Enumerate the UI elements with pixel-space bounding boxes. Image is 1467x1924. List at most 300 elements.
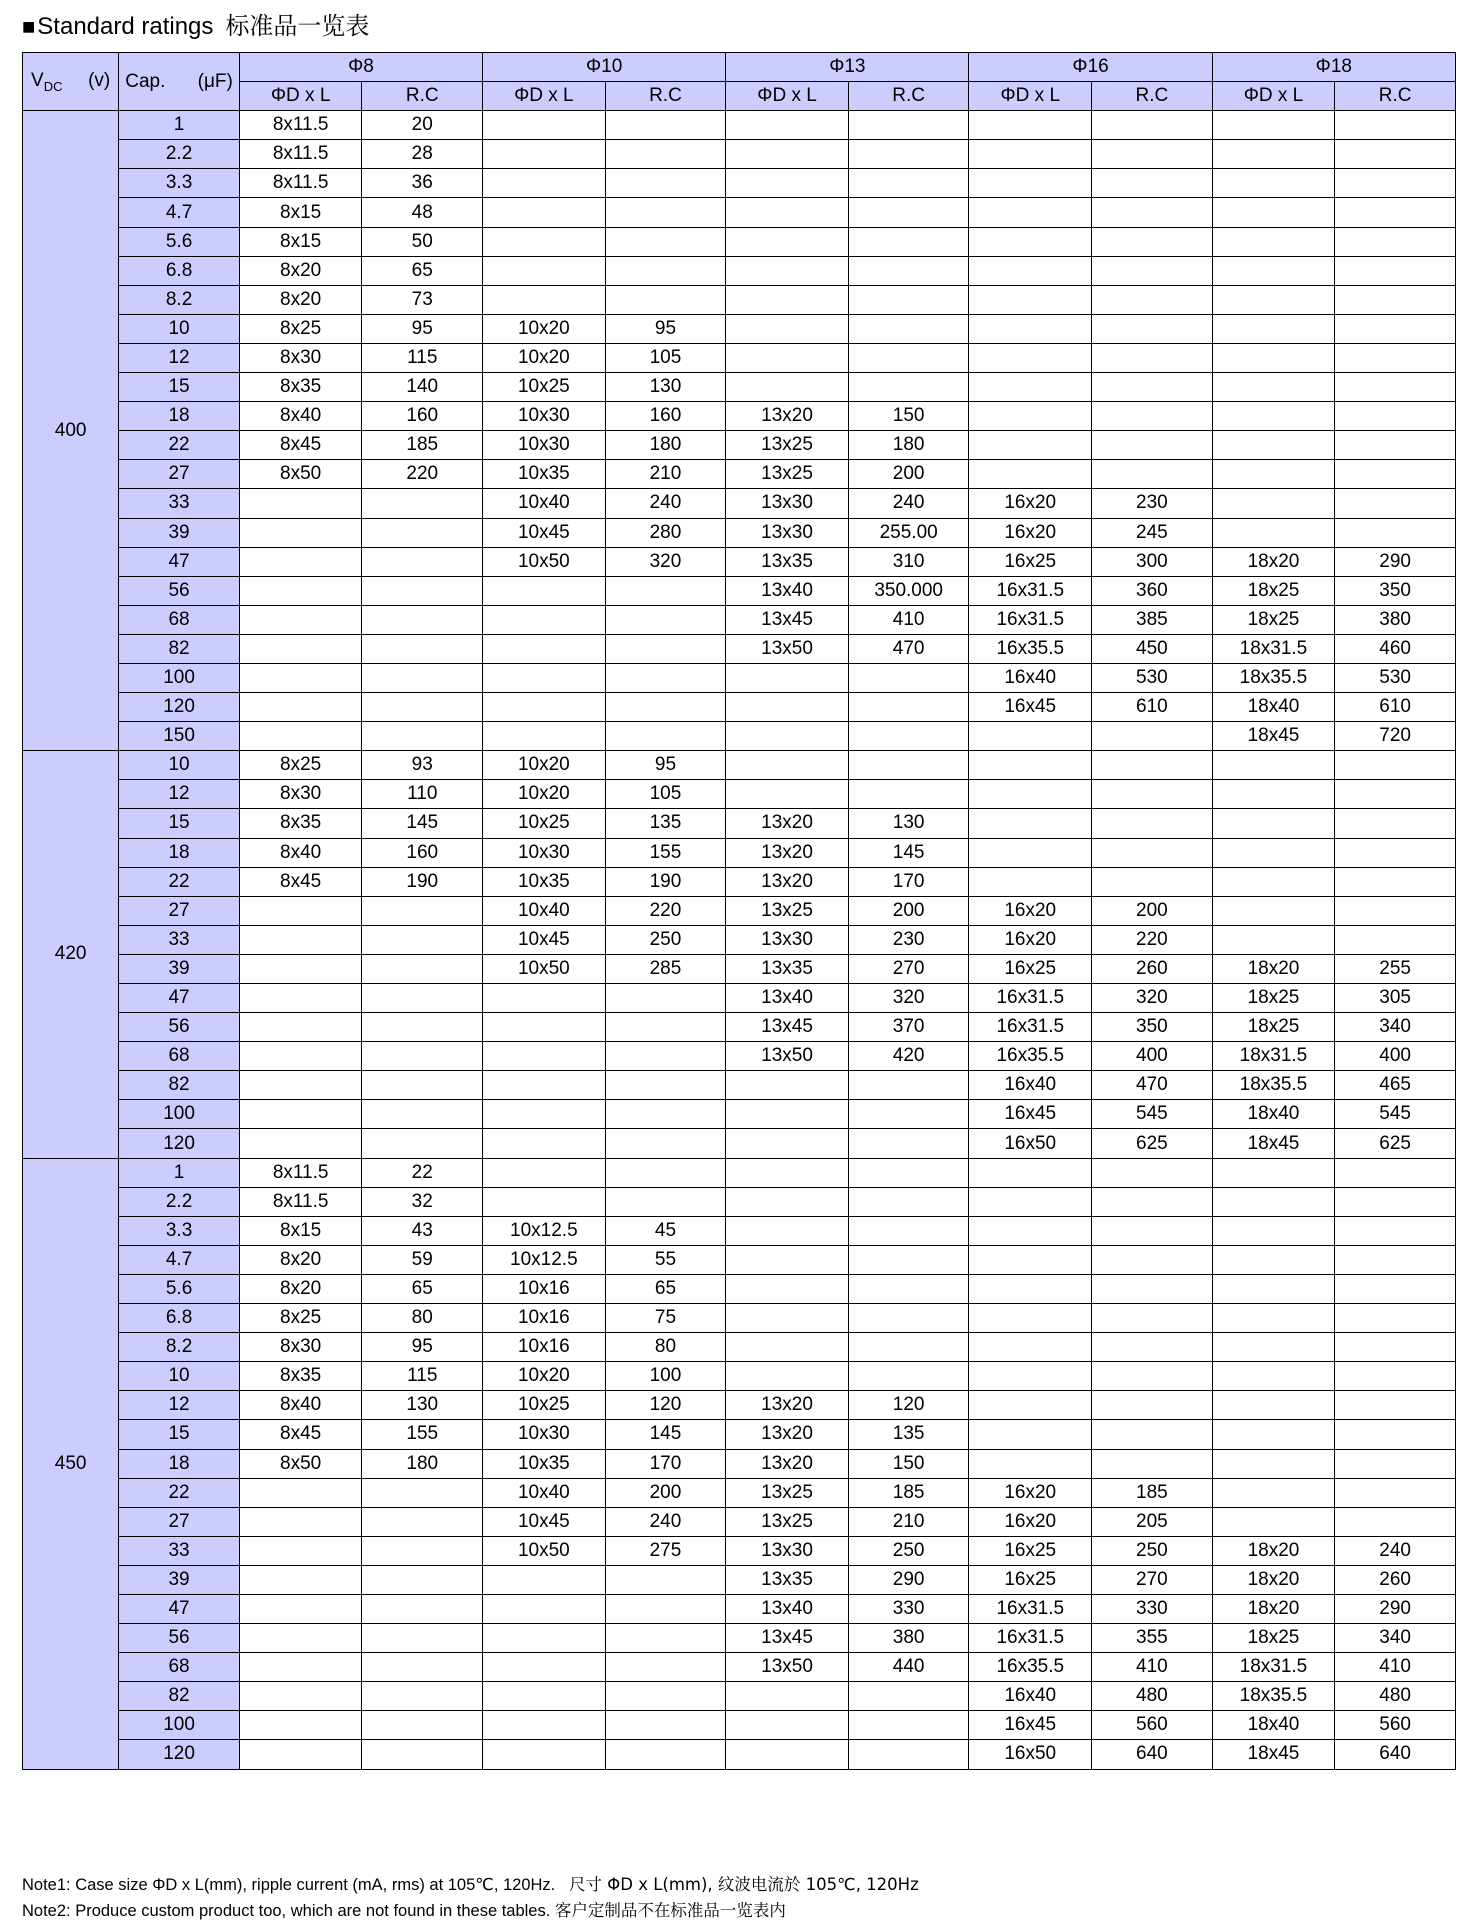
rc-cell [848,373,969,402]
rc-cell: 28 [362,140,483,169]
rc-subheader: R.C [1335,82,1456,111]
cap-value: 6.8 [119,256,240,285]
rc-cell: 640 [1335,1740,1456,1769]
rc-cell [605,1100,726,1129]
size-cell: 16x31.5 [969,984,1092,1013]
size-cell: 13x30 [726,518,849,547]
table-row [23,402,1456,431]
rc-cell [1092,431,1213,460]
size-cell [239,518,362,547]
rc-cell [362,1740,483,1769]
size-cell: 16x20 [969,896,1092,925]
size-cell [239,896,362,925]
cap-value: 12 [119,343,240,372]
rc-cell: 340 [1335,1624,1456,1653]
size-cell: 10x45 [483,925,606,954]
rc-cell [1335,373,1456,402]
rc-cell [848,285,969,314]
table-row [23,1362,1456,1391]
size-cell [969,285,1092,314]
size-cell [1212,1216,1335,1245]
rc-cell [362,1682,483,1711]
size-cell [969,227,1092,256]
rc-cell [848,1216,969,1245]
rc-cell [848,1711,969,1740]
rc-cell [1092,402,1213,431]
cap-value: 33 [119,925,240,954]
size-cell: 16x31.5 [969,605,1092,634]
size-cell: 8x11.5 [239,1187,362,1216]
size-cell [239,1565,362,1594]
rc-cell [1335,838,1456,867]
table-row [23,1071,1456,1100]
rc-cell [605,1013,726,1042]
size-cell: 16x20 [969,518,1092,547]
table-row [23,722,1456,751]
size-cell [969,256,1092,285]
size-cell [969,402,1092,431]
table-row [23,198,1456,227]
size-cell [483,1042,606,1071]
rc-cell: 95 [362,1333,483,1362]
size-cell: 16x25 [969,1536,1092,1565]
size-cell [969,140,1092,169]
cap-value: 22 [119,1478,240,1507]
rc-cell [605,198,726,227]
size-cell: 8x50 [239,460,362,489]
rc-cell: 95 [362,314,483,343]
size-cell: 16x31.5 [969,1594,1092,1623]
rc-cell [1092,1362,1213,1391]
size-cell [726,780,849,809]
rc-cell: 280 [605,518,726,547]
size-cell [1212,111,1335,140]
size-cell: 10x12.5 [483,1216,606,1245]
size-subheader: ΦD x L [483,82,606,111]
size-cell: 8x11.5 [239,1158,362,1187]
size-cell [1212,198,1335,227]
size-cell: 10x20 [483,780,606,809]
rc-cell: 250 [848,1536,969,1565]
rc-cell [1335,1449,1456,1478]
size-cell: 16x40 [969,1682,1092,1711]
table-row [23,489,1456,518]
rc-cell: 380 [848,1624,969,1653]
rc-cell: 200 [1092,896,1213,925]
size-cell: 18x20 [1212,1536,1335,1565]
size-cell [1212,1391,1335,1420]
size-cell: 18x35.5 [1212,1071,1335,1100]
size-cell [483,1071,606,1100]
rc-cell [605,1158,726,1187]
rc-cell [362,1478,483,1507]
size-cell: 8x40 [239,402,362,431]
size-cell [239,1042,362,1071]
table-row [23,954,1456,983]
rc-cell [848,1100,969,1129]
rc-cell [1092,460,1213,489]
cap-value: 1 [119,111,240,140]
rc-cell [1335,1391,1456,1420]
rc-cell: 465 [1335,1071,1456,1100]
size-cell [239,1740,362,1769]
rc-cell: 20 [362,111,483,140]
rc-cell: 180 [362,1449,483,1478]
size-cell [726,1711,849,1740]
size-cell: 18x40 [1212,693,1335,722]
size-cell: 16x20 [969,1507,1092,1536]
size-cell [239,722,362,751]
rc-cell [605,1740,726,1769]
size-cell [483,722,606,751]
size-cell: 18x25 [1212,605,1335,634]
rc-cell [1092,227,1213,256]
group-header: Φ8 [239,53,482,82]
rc-cell: 105 [605,780,726,809]
size-cell: 8x30 [239,343,362,372]
rc-cell: 135 [605,809,726,838]
size-cell: 13x20 [726,867,849,896]
rc-cell [1092,285,1213,314]
rc-cell: 530 [1092,663,1213,692]
rc-cell: 420 [848,1042,969,1071]
rc-cell [362,489,483,518]
rc-cell [1092,198,1213,227]
rc-cell [1335,314,1456,343]
rc-cell [848,256,969,285]
rc-cell: 270 [848,954,969,983]
table-row [23,984,1456,1013]
rc-cell: 385 [1092,605,1213,634]
cap-value: 56 [119,1624,240,1653]
cap-value: 1 [119,1158,240,1187]
size-cell: 8x25 [239,314,362,343]
table-row [23,1245,1456,1274]
rc-cell: 230 [1092,489,1213,518]
size-cell: 8x40 [239,838,362,867]
rc-cell [605,256,726,285]
rc-cell [1092,1216,1213,1245]
rc-cell: 470 [1092,1071,1213,1100]
table-body [23,111,1456,1769]
size-cell [726,343,849,372]
rc-cell [848,780,969,809]
rc-cell: 610 [1092,693,1213,722]
rc-cell [1335,227,1456,256]
size-cell: 16x20 [969,489,1092,518]
table-row [23,780,1456,809]
rc-cell: 400 [1092,1042,1213,1071]
cap-value: 120 [119,1129,240,1158]
rc-cell [605,693,726,722]
size-cell: 18x40 [1212,1100,1335,1129]
rc-cell: 240 [848,489,969,518]
size-cell: 8x35 [239,1362,362,1391]
rc-cell [1335,925,1456,954]
size-cell [1212,1274,1335,1303]
size-cell [1212,489,1335,518]
table-row [23,1391,1456,1420]
table-row [23,693,1456,722]
cap-value: 47 [119,547,240,576]
size-cell: 8x11.5 [239,169,362,198]
rc-cell [605,1129,726,1158]
size-cell: 13x45 [726,1013,849,1042]
size-cell: 10x20 [483,751,606,780]
rc-cell [1335,489,1456,518]
rc-cell: 22 [362,1158,483,1187]
rc-cell: 380 [1335,605,1456,634]
rc-cell [1335,1274,1456,1303]
rc-cell: 250 [1092,1536,1213,1565]
size-cell: 16x50 [969,1740,1092,1769]
size-cell: 8x50 [239,1449,362,1478]
rc-cell [605,227,726,256]
cap-value: 27 [119,460,240,489]
rc-cell: 250 [605,925,726,954]
size-cell: 13x25 [726,1507,849,1536]
table-row [23,343,1456,372]
rc-cell: 450 [1092,634,1213,663]
rc-cell [848,1333,969,1362]
rc-cell: 200 [605,1478,726,1507]
rc-cell: 59 [362,1245,483,1274]
rc-cell [848,314,969,343]
size-cell [1212,1449,1335,1478]
rc-cell [362,1594,483,1623]
rc-cell: 150 [848,402,969,431]
size-cell [483,1682,606,1711]
rc-cell [362,984,483,1013]
rc-cell [848,140,969,169]
size-cell: 18x40 [1212,1711,1335,1740]
size-cell: 18x31.5 [1212,1042,1335,1071]
size-cell [969,867,1092,896]
size-cell: 10x25 [483,373,606,402]
size-cell [726,1274,849,1303]
size-cell [239,1711,362,1740]
table-row [23,1333,1456,1362]
rc-cell: 545 [1335,1100,1456,1129]
rc-cell [848,1740,969,1769]
size-cell [969,809,1092,838]
rc-cell: 115 [362,343,483,372]
size-cell [969,780,1092,809]
rc-cell [362,1071,483,1100]
cap-value: 39 [119,518,240,547]
cap-value: 2.2 [119,140,240,169]
rc-cell: 640 [1092,1740,1213,1769]
rc-cell: 440 [848,1653,969,1682]
rc-cell [848,1129,969,1158]
rc-cell: 560 [1335,1711,1456,1740]
square-bullet-icon: ■ [22,14,36,39]
cap-value: 33 [119,489,240,518]
rc-cell [362,693,483,722]
size-cell: 13x35 [726,547,849,576]
table-row [23,1565,1456,1594]
rc-cell [1335,285,1456,314]
rc-cell: 48 [362,198,483,227]
rc-cell: 105 [605,343,726,372]
size-cell [726,1740,849,1769]
rc-cell [1335,402,1456,431]
size-cell [1212,1507,1335,1536]
rc-cell: 120 [848,1391,969,1420]
size-cell: 16x25 [969,547,1092,576]
size-cell [1212,838,1335,867]
rc-cell: 625 [1092,1129,1213,1158]
cap-value: 3.3 [119,1216,240,1245]
size-cell: 10x20 [483,343,606,372]
size-cell [726,1187,849,1216]
rc-cell [1335,1216,1456,1245]
vdc-value: 450 [23,1158,119,1769]
rc-cell: 370 [848,1013,969,1042]
size-cell [969,431,1092,460]
size-cell [726,1129,849,1158]
rc-cell [362,634,483,663]
rc-cell [1092,722,1213,751]
size-cell: 18x35.5 [1212,1682,1335,1711]
size-cell: 16x45 [969,693,1092,722]
size-cell [483,576,606,605]
rc-cell [848,1362,969,1391]
rc-cell: 170 [848,867,969,896]
cap-value: 47 [119,984,240,1013]
size-cell [1212,896,1335,925]
rc-cell: 350 [1092,1013,1213,1042]
size-cell [483,1624,606,1653]
rc-cell [1092,314,1213,343]
size-cell: 10x50 [483,1536,606,1565]
table-row [23,663,1456,692]
size-cell: 13x25 [726,896,849,925]
rc-cell: 185 [362,431,483,460]
rc-cell [1092,1274,1213,1303]
size-cell [726,1100,849,1129]
rc-cell [1092,1420,1213,1449]
table-row [23,1740,1456,1769]
rc-cell [1335,751,1456,780]
rc-cell: 200 [848,460,969,489]
size-cell [1212,1158,1335,1187]
size-cell: 8x25 [239,1304,362,1333]
rc-cell [1335,518,1456,547]
group-header: Φ18 [1212,53,1455,82]
table-row [23,169,1456,198]
size-cell [239,576,362,605]
rc-cell: 400 [1335,1042,1456,1071]
rc-cell [1335,343,1456,372]
size-cell [726,751,849,780]
rc-cell: 240 [605,1507,726,1536]
size-cell [1212,402,1335,431]
rc-cell [362,1536,483,1565]
size-cell: 13x40 [726,1594,849,1623]
size-cell [239,1624,362,1653]
rc-cell [1335,1478,1456,1507]
rc-cell: 43 [362,1216,483,1245]
size-cell [726,1158,849,1187]
table-row [23,1420,1456,1449]
rc-cell [605,605,726,634]
size-cell: 10x16 [483,1304,606,1333]
cap-value: 5.6 [119,227,240,256]
cap-value: 56 [119,1013,240,1042]
size-cell [483,605,606,634]
size-cell [239,925,362,954]
size-cell [239,954,362,983]
size-cell: 8x15 [239,198,362,227]
size-cell [969,1158,1092,1187]
size-cell [1212,314,1335,343]
cap-value: 47 [119,1594,240,1623]
rc-cell: 130 [848,809,969,838]
size-cell [483,1187,606,1216]
table-row [23,1478,1456,1507]
size-cell [969,722,1092,751]
rc-cell: 260 [1335,1565,1456,1594]
cap-value: 27 [119,1507,240,1536]
rc-cell [1092,373,1213,402]
rc-cell: 180 [848,431,969,460]
size-cell: 18x20 [1212,1565,1335,1594]
size-cell: 18x25 [1212,1624,1335,1653]
note-1: Note1: Case size ΦD x L(mm), ripple current (mA, rms) at 105℃, 120Hz. 尺寸 ΦD x L(mm), 纹波电流於 105℃, 120Hz [22,1875,919,1894]
table-row [23,1594,1456,1623]
rc-cell: 210 [848,1507,969,1536]
cap-value: 15 [119,809,240,838]
rc-cell: 340 [1335,1013,1456,1042]
size-cell [239,1129,362,1158]
cap-value: 3.3 [119,169,240,198]
size-cell: 13x50 [726,1042,849,1071]
table-row [23,576,1456,605]
table-row [23,1274,1456,1303]
cap-value: 150 [119,722,240,751]
rc-cell [362,1653,483,1682]
rc-cell [362,1711,483,1740]
size-cell: 16x45 [969,1100,1092,1129]
size-cell [483,1653,606,1682]
cap-value: 68 [119,1042,240,1071]
rc-cell: 130 [605,373,726,402]
size-cell: 18x20 [1212,547,1335,576]
size-cell [969,111,1092,140]
rc-cell: 355 [1092,1624,1213,1653]
standard-ratings-table [22,52,1456,1770]
table-row [23,1682,1456,1711]
size-cell: 13x20 [726,1391,849,1420]
size-cell: 13x35 [726,1565,849,1594]
table-row [23,431,1456,460]
rc-cell [1092,111,1213,140]
size-cell [483,1594,606,1623]
rc-cell [1335,198,1456,227]
rc-cell: 65 [362,1274,483,1303]
size-cell: 8x20 [239,256,362,285]
size-cell [1212,227,1335,256]
cap-value: 8.2 [119,1333,240,1362]
rc-cell [362,1624,483,1653]
table-row [23,925,1456,954]
rc-cell [362,547,483,576]
rc-cell: 275 [605,1536,726,1565]
size-cell [483,111,606,140]
rc-cell [362,663,483,692]
size-cell: 13x30 [726,489,849,518]
